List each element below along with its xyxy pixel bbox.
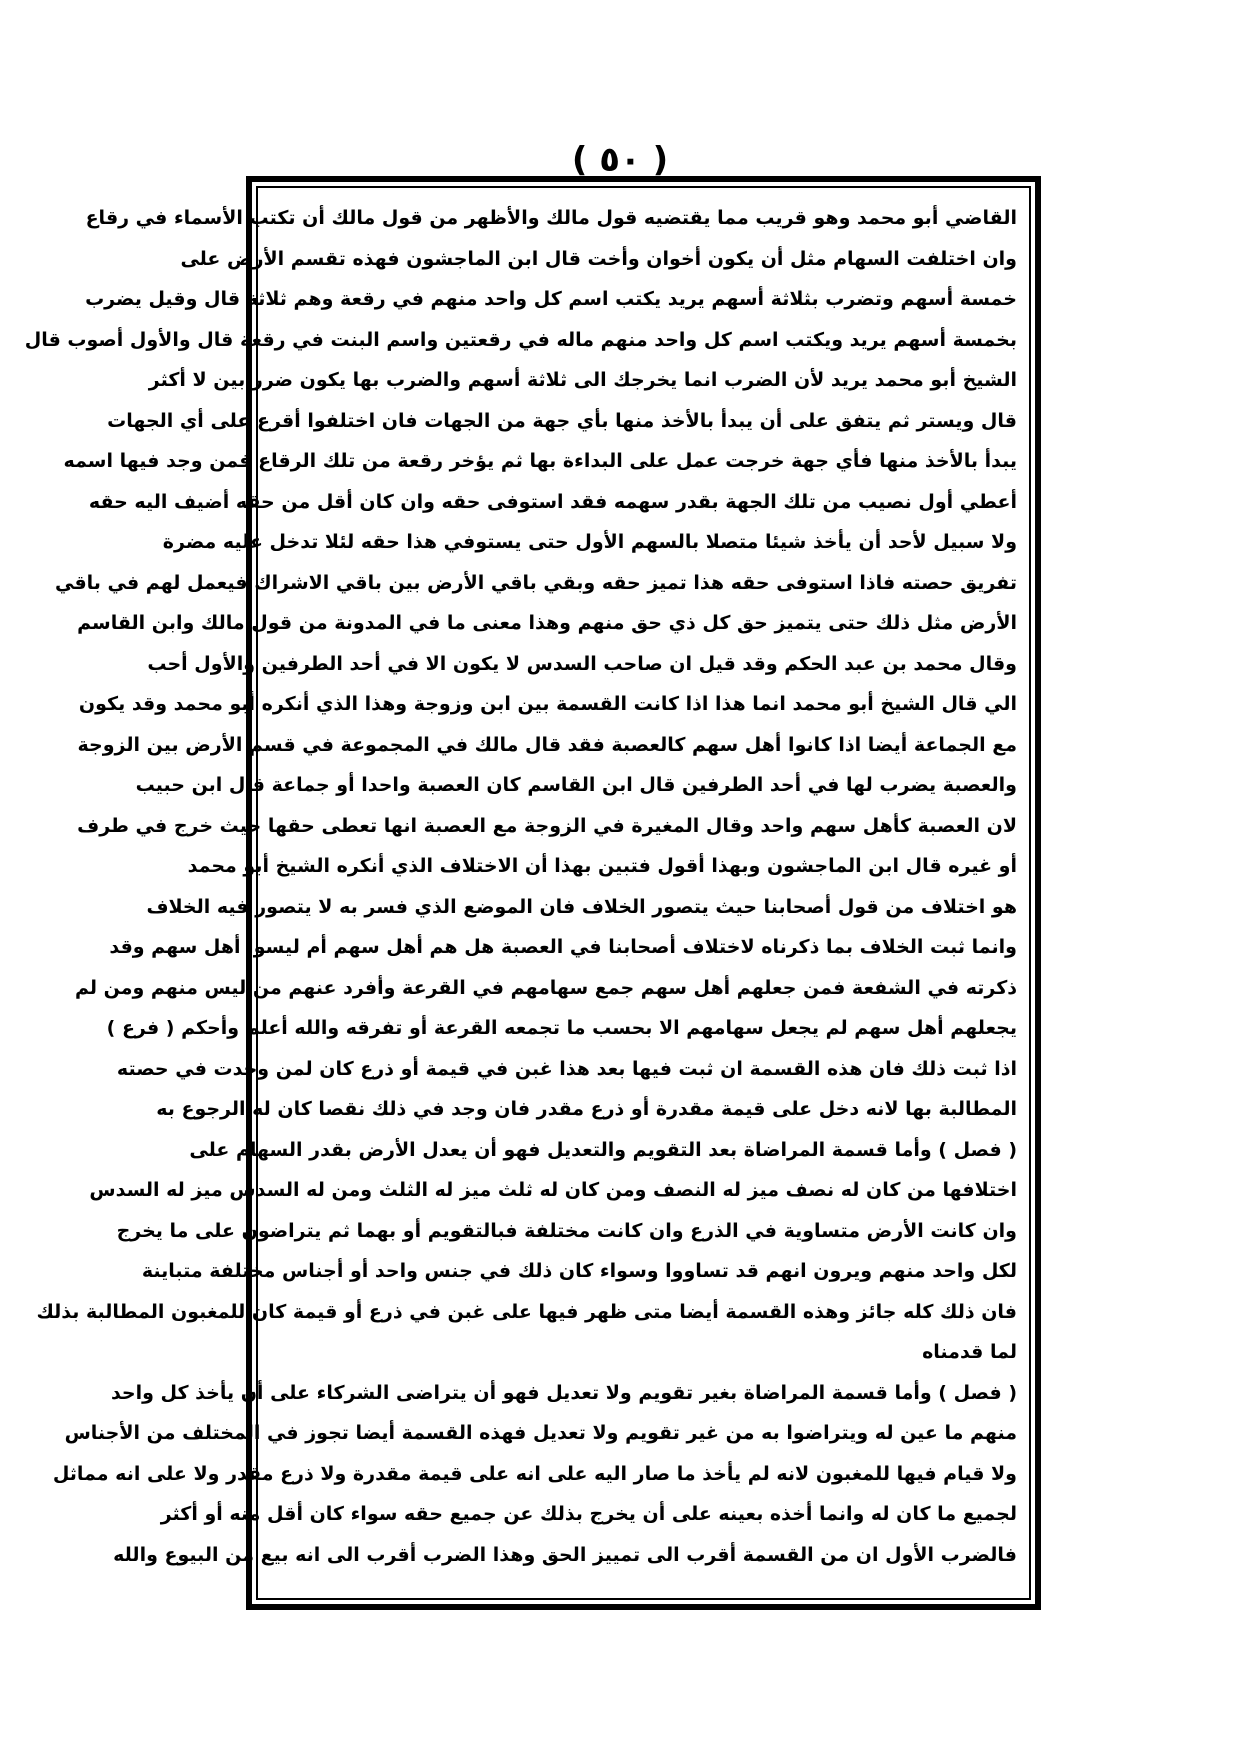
text-line: وان اختلفت السهام مثل أن يكون أخوان وأخت قال ابن الماجشون فهذه تقسم الأرض على: [180, 247, 1017, 270]
text-line: تفريق حصته فاذا استوفى حقه هذا تميز حقه وبقي باقي الأرض بين باقي الاشراك فيعمل لهم في باقي: [54, 571, 1017, 594]
text-line: بخمسة أسهم يريد ويكتب اسم كل واحد منهم ماله في رقعتين واسم البنت في رقعة قال والأول أصوب قال: [24, 328, 1017, 351]
text-line: وانما ثبت الخلاف بما ذكرناه لاختلاف أصحابنا في العصبة هل هم أهل سهم أم ليسوا أهل سهم وقد: [109, 936, 1017, 958]
text-line: هو اختلاف من قول أصحابنا حيث يتصور الخلاف فان الموضع الذي فسر به لا يتصور فيه الخلاف: [146, 895, 1017, 918]
text-line: وقال محمد بن عبد الحكم وقد قيل ان صاحب السدس لا يكون الا في أحد الطرفين والأول أحب: [147, 652, 1017, 675]
text-line: أعطي أول نصيب من تلك الجهة بقدر سهمه فقد استوفى حقه وان كان أقل من حقه أضيف اليه حقه: [88, 490, 1017, 513]
text-line: منهم ما عين له ويتراضوا به من غير تقويم ولا تعديل فهذه القسمة أيضا تجوز في المختلف من الأجناس: [64, 1422, 1017, 1444]
text-line: اختلافها من كان له نصف ميز له النصف ومن كان له ثلث ميز له الثلث ومن له السدس ميز له السدس: [89, 1179, 1017, 1201]
text-line: ولا قيام فيها للمغبون لانه لم يأخذ ما صار اليه على انه على قيمة مقدرة ولا ذرع مقدر ولا على انه مماثل: [52, 1462, 1017, 1485]
text-line: أو غيره قال ابن الماجشون وبهذا أقول فتبين بهذا أن الاختلاف الذي أنكره الشيخ أبو محمد: [187, 855, 1017, 877]
text-line: ( فصل ) وأما قسمة المراضاة بعد التقويم والتعديل فهو أن يعدل الأرض بقدر السهام على: [189, 1138, 1017, 1161]
text-line: مع الجماعة أيضا اذا كانوا أهل سهم كالعصبة فقد قال مالك في المجموعة في قسم الأرض بين الزوجة: [77, 733, 1017, 756]
text-line: لجميع ما كان له وانما أخذه بعينه على أن يخرج بذلك عن جميع حقه سواء كان أقل منه أو أكثر: [160, 1503, 1017, 1525]
text-line: ذكرته في الشفعة فمن جعلهم أهل سهم جمع سهامهم في القرعة وأفرد عنهم من ليس منهم ومن لم: [74, 976, 1017, 999]
text-line: فان ذلك كله جائز وهذه القسمة أيضا متى ظهر فيها على غبن في ذرع أو قيمة كان للمغبون المطالبة بذلك: [36, 1300, 1017, 1323]
text-line: لما قدمناه: [922, 1341, 1017, 1363]
text-line: المطالبة بها لانه دخل على قيمة مقدرة أو ذرع مقدر فان وجد في ذلك نقصا كان له الرجوع به: [156, 1098, 1017, 1120]
text-line: يجعلهم أهل سهم لم يجعل سهامهم الا بحسب ما تجمعه القرعة أو تفرقه والله أعلم وأحكم ( فرع ): [106, 1017, 1017, 1039]
text-line: لان العصبة كأهل سهم واحد وقال المغيرة في الزوجة مع العصبة انها تعطى حقها حيث خرج في طرف: [77, 814, 1017, 837]
text-line: وان كانت الأرض متساوية في الذرع وان كانت مختلفة فبالتقويم أو بهما ثم يتراضون على ما يخرج: [116, 1219, 1017, 1242]
text-line: الي قال الشيخ أبو محمد انما هذا اذا كانت القسمة بين ابن وزوجة وهذا الذي أنكره أبو محمد وقد يكون: [78, 693, 1017, 715]
text-line: خمسة أسهم وتضرب بثلاثة أسهم يريد يكتب اسم كل واحد منهم في رقعة وهم ثلاثة قال وقيل يضرب: [85, 288, 1017, 310]
text-block: [24, 186, 1031, 1600]
text-line: لكل واحد منهم ويرون انهم قد تساووا وسواء كان ذلك في جنس واحد أو أجناس مختلفة متباينة: [141, 1260, 1017, 1282]
text-line: قال ويستر ثم يتفق على أن يبدأ بالأخذ منها بأي جهة من الجهات فان اختلفوا أقرع على أي الجهات: [107, 409, 1017, 432]
text-line: ولا سبيل لأحد أن يأخذ شيئا متصلا بالسهم الأول حتى يستوفي هذا حقه لئلا تدخل عليه مضرة: [162, 531, 1017, 553]
text-line: فالضرب الأول ان من القسمة أقرب الى تمييز الحق وهذا الضرب أقرب الى انه بيع من البيوع والله: [113, 1543, 1017, 1566]
text-line: يبدأ بالأخذ منها فأي جهة خرجت عمل على البداءة بها ثم يؤخر رقعة من تلك الرقاع فمن وجد فيها اسمه: [63, 450, 1017, 472]
text-line: الأرض مثل ذلك حتى يتميز حق كل ذي حق منهم وهذا معنى ما في المدونة من قول مالك وابن القاسم: [77, 612, 1017, 634]
text-line: اذا ثبت ذلك فان هذه القسمة ان ثبت فيها بعد هذا غبن في قيمة أو ذرع كان لمن وجدت في حصته: [116, 1057, 1017, 1080]
text-line: ( فصل ) وأما قسمة المراضاة بغير تقويم ولا تعديل فهو أن يتراضى الشركاء على أن يأخذ كل واحد: [110, 1381, 1017, 1404]
text-line: القاضي أبو محمد وهو قريب مما يقتضيه قول مالك والأظهر من قول مالك أن تكتب الأسماء في رقاع: [85, 207, 1017, 229]
text-line: والعصبة يضرب لها في أحد الطرفين قال ابن القاسم كان العصبة واحدا أو جماعة قال ابن حبيب: [135, 774, 1017, 796]
text-line: الشيخ أبو محمد يريد لأن الضرب انما يخرجك الى ثلاثة أسهم والضرب بها يكون ضرر بين لا أكثر: [148, 369, 1017, 391]
page-number: ( ٥٠ ): [571, 140, 669, 180]
